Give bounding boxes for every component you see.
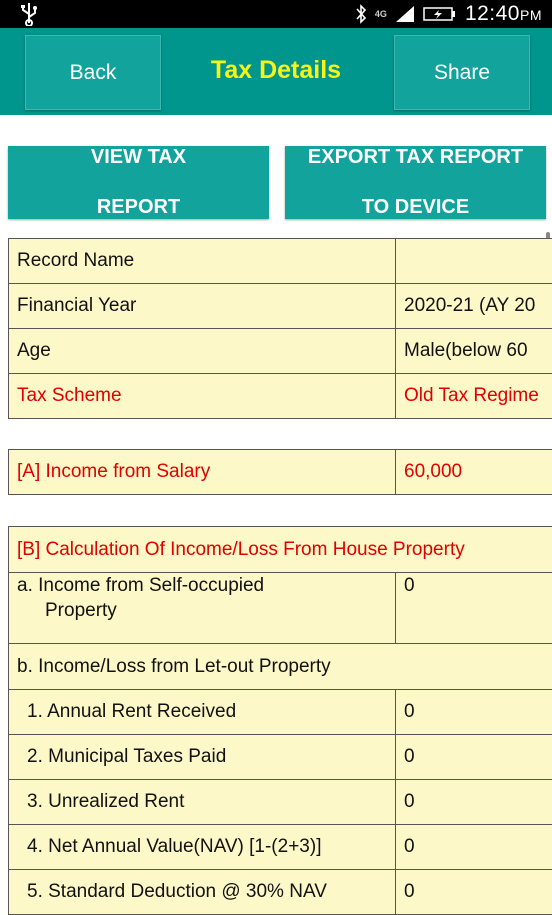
let-out-heading: b. Income/Loss from Let-out Property bbox=[17, 655, 331, 677]
standard-deduction-label: 5. Standard Deduction @ 30% NAV bbox=[9, 870, 396, 914]
age-value[interactable]: Male(below 60 bbox=[404, 340, 528, 361]
export-tax-report-button[interactable]: EXPORT TAX REPORT TO DEVICE bbox=[285, 146, 546, 219]
municipal-taxes-value[interactable]: 0 bbox=[404, 746, 415, 767]
table-row bbox=[9, 825, 552, 870]
record-name-label: Record Name bbox=[9, 239, 396, 283]
standard-deduction-value[interactable]: 0 bbox=[404, 881, 415, 902]
tax-scheme-label: Tax Scheme bbox=[9, 374, 396, 418]
annual-rent-value[interactable]: 0 bbox=[404, 701, 415, 722]
income-from-salary-value[interactable]: 60,000 bbox=[404, 461, 463, 482]
table-row bbox=[9, 284, 552, 329]
net-annual-value-value[interactable]: 0 bbox=[404, 836, 415, 857]
unrealized-rent-label: 3. Unrealized Rent bbox=[9, 780, 396, 824]
app-bar bbox=[0, 28, 552, 115]
table-row bbox=[9, 450, 552, 495]
table-row bbox=[9, 374, 552, 419]
net-annual-value-label: 4. Net Annual Value(NAV) [1-(2+3)] bbox=[9, 825, 396, 869]
table-row bbox=[9, 573, 552, 644]
table-row bbox=[9, 329, 552, 374]
table-row bbox=[9, 870, 552, 915]
municipal-taxes-label: 2. Municipal Taxes Paid bbox=[9, 735, 396, 779]
record-name-value[interactable] bbox=[396, 239, 552, 283]
back-button[interactable]: Back bbox=[25, 35, 161, 110]
bluetooth-icon bbox=[355, 4, 367, 24]
income-from-salary-label: [A] Income from Salary bbox=[9, 450, 396, 494]
salary-table bbox=[8, 449, 552, 495]
tax-scheme-value[interactable]: Old Tax Regime bbox=[404, 385, 539, 406]
battery-icon bbox=[423, 5, 457, 23]
table-row bbox=[9, 735, 552, 780]
financial-year-label: Financial Year bbox=[9, 284, 396, 328]
annual-rent-label: 1. Annual Rent Received bbox=[9, 690, 396, 734]
table-row bbox=[9, 690, 552, 735]
financial-year-value[interactable]: 2020-21 (AY 20 bbox=[404, 295, 536, 316]
table-row bbox=[9, 239, 552, 284]
page-title: Tax Details bbox=[210, 56, 342, 84]
house-property-heading: [B] Calculation Of Income/Loss From House Property bbox=[17, 538, 465, 560]
house-property-table bbox=[8, 526, 552, 915]
signal-icon bbox=[395, 5, 415, 23]
unrealized-rent-value[interactable]: 0 bbox=[404, 791, 415, 812]
view-tax-report-button[interactable]: VIEW TAX REPORT bbox=[8, 146, 269, 219]
status-bar bbox=[0, 0, 552, 28]
self-occupied-value[interactable]: 0 bbox=[404, 575, 415, 596]
table-row bbox=[9, 644, 552, 690]
table-row bbox=[9, 527, 552, 573]
network-type: 4G bbox=[374, 9, 387, 19]
clock: 12:40PM bbox=[464, 2, 542, 25]
table-row bbox=[9, 780, 552, 825]
usb-icon bbox=[18, 2, 40, 26]
share-button[interactable]: Share bbox=[394, 35, 530, 110]
self-occupied-label: a. Income from Self-occupied Property bbox=[9, 573, 396, 643]
age-label: Age bbox=[9, 329, 396, 373]
summary-table bbox=[8, 238, 552, 419]
